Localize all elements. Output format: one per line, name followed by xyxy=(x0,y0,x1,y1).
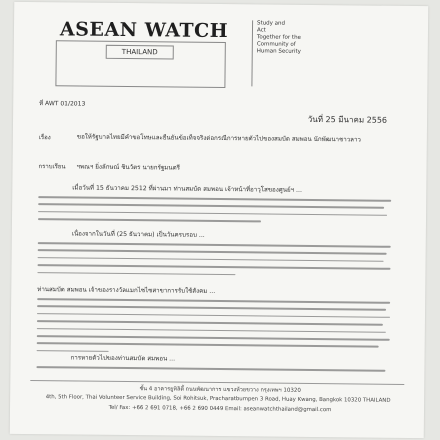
paragraph-4 xyxy=(36,366,396,377)
footer-contact: Tel/ Fax: +66 2 691 0718, +66 2 690 0449 Email: aseanwatchthailand@gmail.com xyxy=(108,404,332,414)
paragraph-3-first-line: ท่านสมบัด สมพอน เจ้าของรางวัลแมกไซไซสาขาการรับใช้สังคม ... xyxy=(37,286,216,295)
paragraph-1-first-line: เมื่อวันที่ 15 ธันวาคม 2512 ที่ผ่านมา ท่านสมบัด สมพอน เจ้าหน้าที่อาวุโสของศูนย์ฯ ... xyxy=(72,184,302,194)
subject-label: เรื่อง xyxy=(38,134,51,142)
logo-title: ASEAN WATCH xyxy=(59,18,229,43)
paragraph-3 xyxy=(37,298,398,361)
letterhead xyxy=(53,18,384,87)
org-motto-line: Human Security xyxy=(256,48,301,55)
footer-thai-address: ชั้น 4 อาคารยูทิลิตี้ ถนนพัฒนาการ แขวงห้วยขวาง กรุงเทพฯ 10320 xyxy=(139,386,301,394)
paragraph-2-first-line: เนื่องจากในวันที่ (25 ธันวาคม) เป็นวันครบรอบ ... xyxy=(71,230,205,239)
subject-text: ขอให้รัฐบาลไทยมีคำขอโทษและยืนยันข้อเท็จจริงต่อกรณีการหายตัวไปของสมบัด สมพอน นักพัฒนาชาวลาว xyxy=(76,133,361,144)
org-motto-line: Together for the xyxy=(256,34,301,41)
org-motto-line: Community of xyxy=(256,41,296,48)
org-motto xyxy=(251,20,323,87)
org-motto-line: Study and xyxy=(257,20,286,27)
document-number: ที่ AWT 01/2013 xyxy=(39,100,86,108)
recipient-text: ฯพณฯ ยิ่งลักษณ์ ชินวัตร นายกรัฐมนตรี xyxy=(76,163,180,172)
org-motto-line: Act xyxy=(256,27,266,34)
paragraph-4-first-line: การหายตัวไปของท่านสมบัด สมพอน ... xyxy=(70,354,176,363)
letter-page xyxy=(10,2,429,438)
footer-address: 4th, 5th Floor, Thai Volunteer Service Building, Soi Rohitsuk, Pracharatbumpen 3 Road, Huay Kwang, Bangkok 10320 THAILAND xyxy=(45,394,391,404)
recipient-label: กราบเรียน xyxy=(38,163,66,171)
letter-date: วันที่ 25 มีนาคม 2556 xyxy=(307,114,388,125)
logo-subtitle: THAILAND xyxy=(106,45,174,60)
paragraph-1 xyxy=(38,196,398,229)
paragraph-2 xyxy=(37,242,397,283)
